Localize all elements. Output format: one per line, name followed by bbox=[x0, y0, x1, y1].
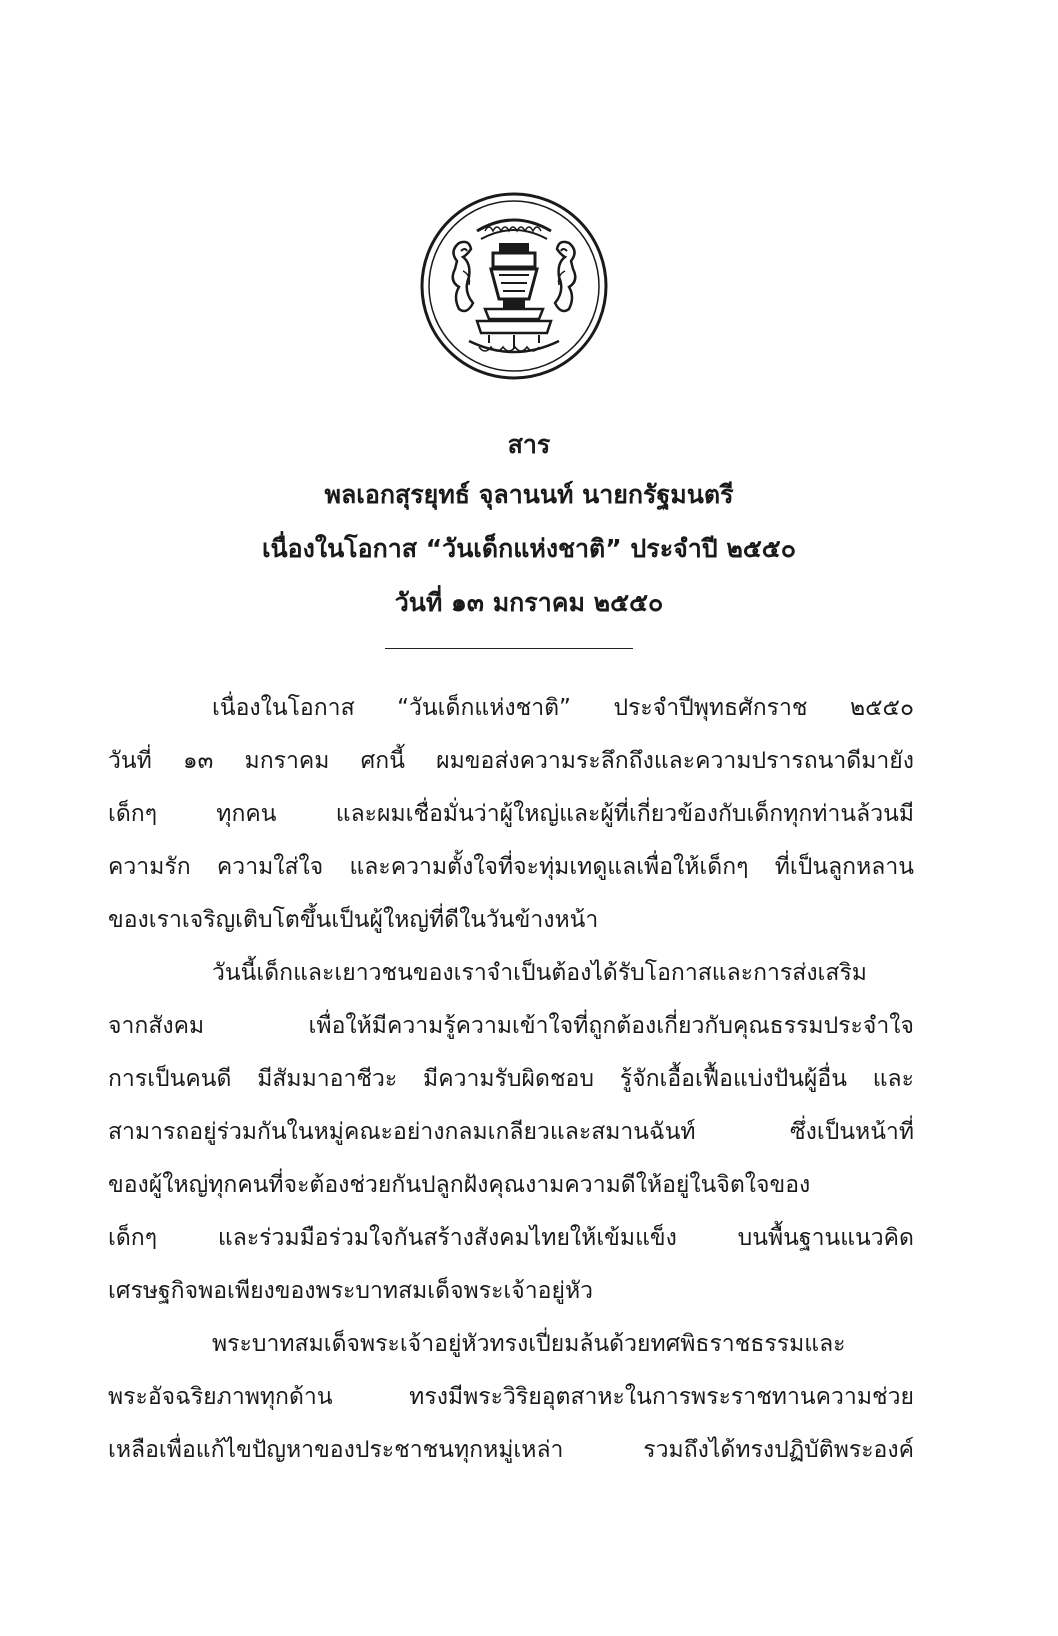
body-line: เนื่องในโอกาส “วันเด็กแห่งชาติ” ประจำปีพุทธศักราช ๒๕๕๐ bbox=[212, 695, 914, 721]
body-line: วันนี้เด็กและเยาวชนของเราจำเป็นต้องได้รับโอกาสและการส่งเสริม bbox=[212, 960, 867, 986]
author-line: พลเอกสุรยุทธ์ จุลานนท์ นายกรัฐมนตรี bbox=[324, 480, 734, 509]
body-line: เด็กๆ และร่วมมือร่วมใจกันสร้างสังคมไทยให้เข้มแข็ง บนพื้นฐานแนวคิด bbox=[108, 1225, 914, 1251]
body-line: ของผู้ใหญ่ทุกคนที่จะต้องช่วยกันปลูกฝังคุณงามความดีให้อยู่ในจิตใจของ bbox=[108, 1172, 811, 1198]
divider bbox=[385, 648, 633, 649]
message-title: สาร bbox=[507, 430, 551, 459]
body-line: สามารถอยู่ร่วมกันในหมู่คณะอย่างกลมเกลียวและสมานฉันท์ ซึ่งเป็นหน้าที่ bbox=[108, 1119, 914, 1145]
body-line: จากสังคม เพื่อให้มีความรู้ความเข้าใจที่ถูกต้องเกี่ยวกับคุณธรรมประจำใจ bbox=[108, 1013, 914, 1039]
body-line: การเป็นคนดี มีสัมมาอาชีวะ มีความรับผิดชอบ รู้จักเอื้อเฟื้อแบ่งปันผู้อื่น และ bbox=[108, 1066, 914, 1092]
body-line: ความรัก ความใส่ใจ และความตั้งใจที่จะทุ่มเทดูแลเพื่อให้เด็กๆ ที่เป็นลูกหลาน bbox=[108, 854, 914, 880]
body-line: พระบาทสมเด็จพระเจ้าอยู่หัวทรงเปี่ยมล้นด้วยทศพิธราชธรรมและ bbox=[212, 1331, 846, 1357]
government-seal-icon bbox=[419, 191, 609, 381]
body-line: วันที่ ๑๓ มกราคม ศกนี้ ผมขอส่งความระลึกถึงและความปรารถนาดีมายัง bbox=[108, 748, 914, 774]
body-line: เศรษฐกิจพอเพียงของพระบาทสมเด็จพระเจ้าอยู่หัว bbox=[108, 1278, 594, 1304]
occasion-line: เนื่องในโอกาส “วันเด็กแห่งชาติ” ประจำปี ๒๕๕๐ bbox=[262, 534, 796, 563]
body-line: เหลือเพื่อแก้ไขปัญหาของประชาชนทุกหมู่เหล่า รวมถึงได้ทรงปฏิบัติพระองค์ bbox=[108, 1437, 914, 1463]
body-line: พระอัจฉริยภาพทุกด้าน ทรงมีพระวิริยอุตสาหะในการพระราชทานความช่วย bbox=[108, 1384, 914, 1410]
body-line: ของเราเจริญเติบโตขึ้นเป็นผู้ใหญ่ที่ดีในวันข้างหน้า bbox=[108, 907, 599, 933]
body-line: เด็กๆ ทุกคน และผมเชื่อมั่นว่าผู้ใหญ่และผู้ที่เกี่ยวข้องกับเด็กทุกท่านล้วนมี bbox=[108, 801, 914, 827]
date-line: วันที่ ๑๓ มกราคม ๒๕๕๐ bbox=[394, 588, 664, 617]
